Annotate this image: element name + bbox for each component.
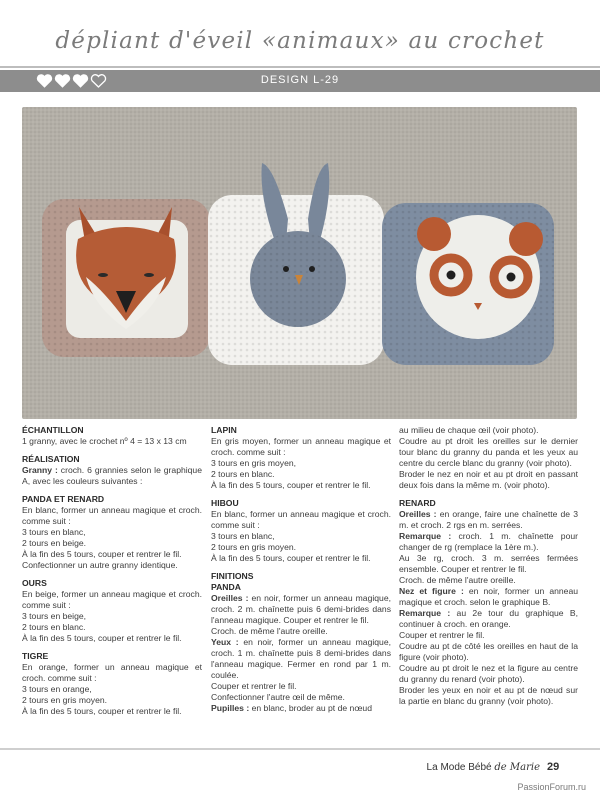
term: Remarque : xyxy=(399,531,452,541)
paragraph-text: croch. 1 m. chaînette pour changer de rg (remplace la 1ère m.). xyxy=(399,531,578,552)
paragraph: Croch. de même l'autre oreille. xyxy=(399,575,516,585)
paragraph: 2 tours en beige. xyxy=(22,538,87,548)
term: Oreilles : xyxy=(211,593,249,603)
section-heading: HIBOU xyxy=(211,498,239,508)
magazine-name-a: La Mode Bébé xyxy=(426,762,492,773)
term: Remarque : xyxy=(399,608,451,618)
paragraph xyxy=(399,586,578,608)
paragraph: En orange, former un anneau magique et croch. comme suit : xyxy=(22,662,202,683)
paragraph: 3 tours en orange, xyxy=(22,684,92,694)
paragraph: 2 tours en blanc. xyxy=(211,469,275,479)
paragraph-text: en noir, former un anneau magique, croch. 1 m. chaînette puis 8 demi-brides dans l'anneau magique. Fermer en rond par 1 m. coulée. xyxy=(211,637,391,680)
magazine-name-b: de Marie xyxy=(494,762,540,773)
paragraph: À la fin des 5 tours, couper et rentrer le fil. xyxy=(211,553,371,563)
section-heading: OURS xyxy=(22,578,47,588)
paragraph: Au 3e rg, croch. 3 m. serrées fermées ensemble. Couper et rentrer le fil. xyxy=(399,553,578,574)
paragraph: À la fin des 5 tours, couper et rentrer le fil. xyxy=(22,706,182,716)
fox-granny-square xyxy=(42,199,210,357)
paragraph: Confectionner un autre granny identique. xyxy=(22,560,178,570)
panda-granny-square xyxy=(382,203,554,365)
paragraph xyxy=(211,637,391,681)
term: Granny : xyxy=(22,465,58,475)
term: Nez et figure : xyxy=(399,586,464,596)
paragraph: Coudre au pt de côté les oreilles en haut de la figure (voir photo). xyxy=(399,641,578,662)
paragraph: À la fin des 5 tours, couper et rentrer le fil. xyxy=(22,549,182,559)
paragraph: 3 tours en blanc, xyxy=(211,531,275,541)
paragraph xyxy=(211,703,391,714)
section-heading: ÉCHANTILLON xyxy=(22,425,84,435)
section-heading: RÉALISATION xyxy=(22,454,80,464)
paragraph: À la fin des 5 tours, couper et rentrer le fil. xyxy=(22,633,182,643)
term: Yeux : xyxy=(211,637,239,647)
paragraph: Broder les yeux en noir et au pt de nœud sur la partie en blanc du granny (voir photo). xyxy=(399,685,578,706)
paragraph xyxy=(399,509,578,531)
paragraph-text: en orange, faire une chaînette de 3 m. et croch. 2 rgs en m. serrées. xyxy=(399,509,579,530)
watermark: PassionForum.ru xyxy=(517,782,586,792)
section-heading: TIGRE xyxy=(22,651,49,661)
column-3 xyxy=(399,425,578,707)
paragraph: En beige, former un anneau magique et croch. comme suit : xyxy=(22,589,202,610)
term: Oreilles : xyxy=(399,509,437,519)
column-1 xyxy=(22,425,202,717)
paragraph-text: en noir, former un anneau magique et croch. selon le graphique B. xyxy=(399,586,578,607)
paragraph: Couper et rentrer le fil. xyxy=(211,681,297,691)
paragraph: 3 tours en blanc, xyxy=(22,527,86,537)
paragraph: Couper et rentrer le fil. xyxy=(399,630,485,640)
page-header xyxy=(0,0,600,68)
paragraph: 2 tours en gris moyen. xyxy=(22,695,108,705)
crochet-photo xyxy=(22,107,577,419)
footer-divider xyxy=(0,748,600,750)
paragraph-text: au 2e tour du graphique B, continuer à croch. en orange. xyxy=(399,608,578,629)
paragraph: 1 granny, avec le crochet nº 4 = 13 x 13 cm xyxy=(22,436,187,446)
paragraph xyxy=(399,531,578,553)
section-heading: FINITIONS xyxy=(211,571,254,581)
paragraph: Coudre au pt droit le nez et la figure au centre du granny du renard (voir photo). xyxy=(399,663,578,684)
section-heading: PANDA ET RENARD xyxy=(22,494,105,504)
paragraph-text: en noir, former un anneau magique, croch. 2 m. chaînette puis 6 demi-brides dans l'anneau magique. Couper et rentrer le fil. xyxy=(211,593,392,625)
section-heading: RENARD xyxy=(399,498,436,508)
paragraph: 2 tours en gris moyen. xyxy=(211,542,297,552)
column-2 xyxy=(211,425,391,714)
paragraph-text: croch. 6 grannies selon le graphique A, avec les couleurs suivantes : xyxy=(22,465,202,486)
paragraph: Croch. de même l'autre oreille. xyxy=(211,626,328,636)
paragraph: 3 tours en gris moyen, xyxy=(211,458,297,468)
paragraph: Confectionner l'autre œil de même. xyxy=(211,692,345,702)
crochet-illustration xyxy=(22,107,577,419)
section-heading: LAPIN xyxy=(211,425,237,435)
design-label: DESIGN L-29 xyxy=(260,74,340,86)
instructions-columns xyxy=(22,425,578,743)
paragraph: Coudre au pt droit les oreilles sur le dernier tour blanc du granny du panda et les yeux au centre du cercle blanc du granny (voir photo). xyxy=(399,436,578,468)
paragraph: Broder le nez en noir et au pt droit en passant deux fois dans la même m. (voir photo). xyxy=(399,469,578,490)
section-subheading: PANDA xyxy=(211,582,241,592)
paragraph-text: en blanc, broder au pt de nœud xyxy=(249,703,372,713)
paragraph: En blanc, former un anneau magique et croch. comme suit : xyxy=(211,509,391,530)
paragraph: 2 tours en blanc. xyxy=(22,622,86,632)
paragraph: En gris moyen, former un anneau magique et croch. comme suit : xyxy=(211,436,391,457)
paragraph xyxy=(399,608,578,630)
paragraph: En blanc, former un anneau magique et croch. comme suit : xyxy=(22,505,202,526)
page-number: 29 xyxy=(547,761,560,773)
term: Pupilles : xyxy=(211,703,250,713)
design-bar xyxy=(0,70,600,92)
paragraph xyxy=(22,465,202,487)
paragraph: À la fin des 5 tours, couper et rentrer le fil. xyxy=(211,480,371,490)
paragraph xyxy=(211,593,391,626)
paragraph: 3 tours en beige, xyxy=(22,611,87,621)
page-title: dépliant d'éveil «animaux» au crochet xyxy=(55,28,545,54)
paragraph: au milieu de chaque œil (voir photo). xyxy=(399,425,539,435)
magazine-name xyxy=(427,762,540,773)
